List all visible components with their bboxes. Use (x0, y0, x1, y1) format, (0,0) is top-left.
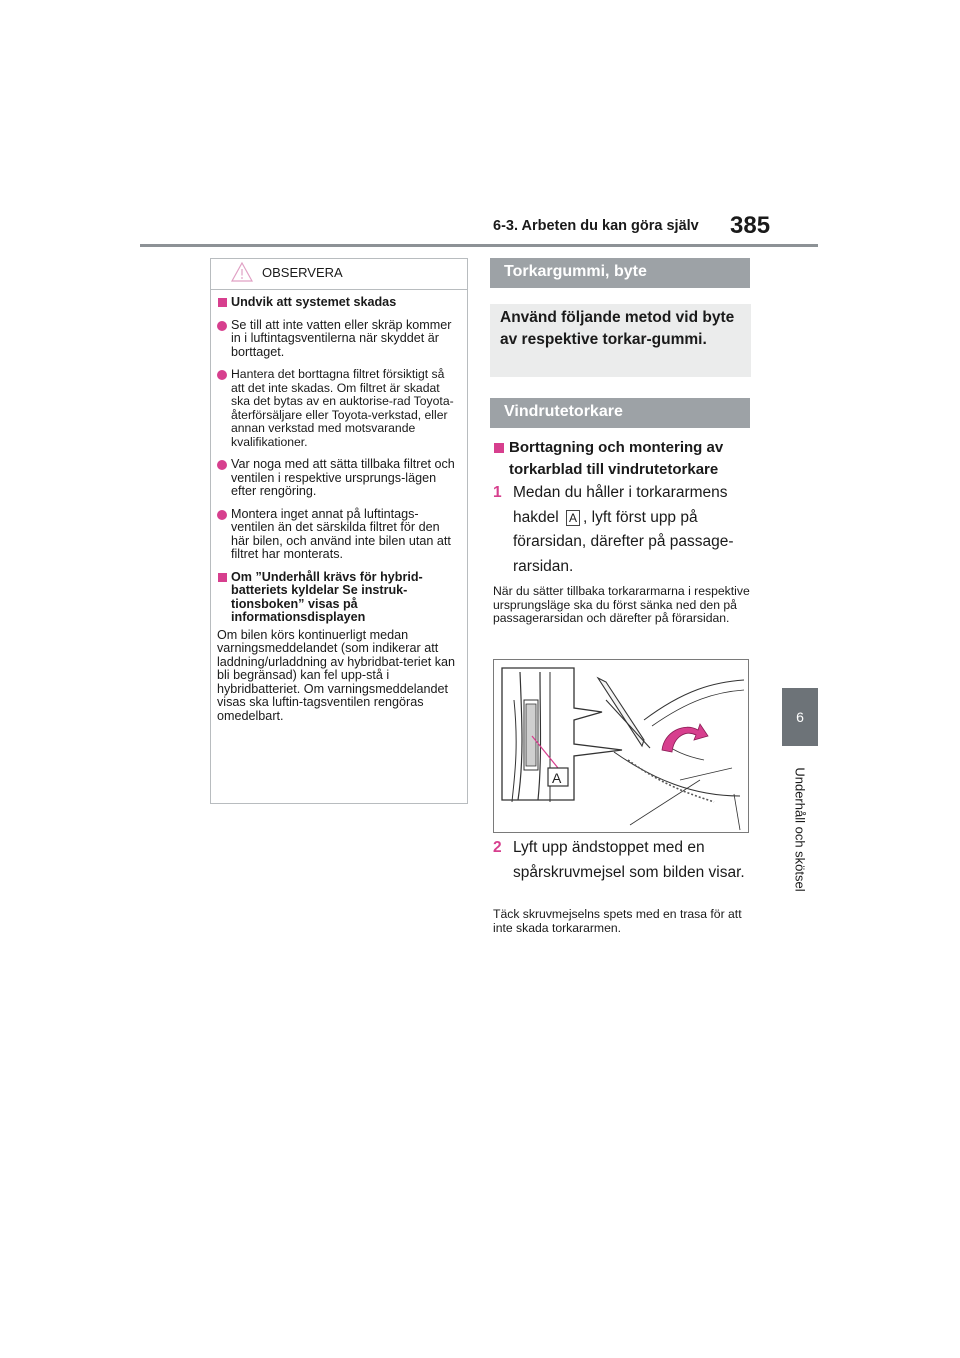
square-bullet-icon (494, 443, 504, 453)
notice-bullet-text: Var noga med att sätta tillbaka filtret och ventilen i respektive ursprungs-lägen efter rengöring. (231, 457, 455, 498)
section-title: 6-3. Arbeten du kan göra själv (493, 218, 699, 234)
figure-label-a: A (552, 770, 562, 786)
note-screwdriver: Täck skruvmejselns spets med en trasa för att inte skada torkararmen. (493, 907, 742, 935)
step-number: 1 (493, 484, 502, 501)
procedure-title (493, 437, 753, 480)
chapter-number: 6 (796, 709, 804, 725)
step-1 (493, 481, 753, 579)
section-banner-wiper-rubber: Torkargummi, byte (490, 258, 750, 288)
warning-icon (231, 262, 253, 282)
notice-bullet (217, 458, 461, 499)
notice-bullet (217, 319, 461, 360)
marker-a: A (566, 510, 580, 526)
wiper-illustration (493, 659, 749, 833)
step-number: 2 (493, 839, 502, 856)
chapter-label-wrap (790, 760, 810, 910)
notice-paragraph: Om bilen körs kontinuerligt medan varningsmeddelandet (som indikerar att laddning/urladdning av hybridbat-teriet kan bli begränsad) kan fel upp-stå i hybridbatteriet. Om varningsmeddelandet visas ska luftin-tagsventilen rengöras omedelbart. (217, 627, 456, 723)
notice-header (211, 259, 467, 290)
step-2 (493, 836, 753, 885)
notice-bullet-text: Hantera det borttagna filtret försiktigt så att det inte skadas. Om filtret är skadat ska det bytas av en auktorise-rad Toyota-återförsäljare eller Toyota-verkstad, eller annan verkstad med motsvarande kvalifikationer. (231, 367, 454, 449)
wiper-diagram (494, 660, 748, 832)
notice-bullet-text: Se till att inte vatten eller skräp kommer in i luftintagsventilerna när skyddet är borttaget. (231, 317, 452, 359)
notice-body (211, 290, 467, 723)
notice-bullet (217, 368, 461, 449)
chapter-label: Underhåll och skötsel (792, 767, 808, 892)
notice-bullet-text: Montera inget annat på luftintags-ventilen än det särskilda filtret för den här bilen, och använd inte bilen utan att filtret har monterats. (231, 506, 451, 561)
chapter-tab (782, 688, 818, 746)
section-banner-windshield: Vindrutetorkare (490, 398, 750, 428)
header-rule (140, 244, 818, 247)
notice-box (210, 258, 468, 804)
note-reinstall: När du sätter tillbaka torkararmarna i respektive ursprungsläge ska du först sänka ned den på passagerarsidan och därefter på förarsidan. (493, 584, 750, 625)
notice-label: OBSERVERA (262, 265, 343, 280)
notice-title-text: Om ”Underhåll krävs för hybrid-batteriets kyldelar Se instruk-tionsboken” visas på informationsdisplayen (231, 569, 423, 624)
intro-box: Använd följande metod vid byte av respektive torkar-gummi. (490, 304, 751, 377)
procedure-title-text: Borttagning och montering av torkarblad till vindrutetorkare (509, 439, 724, 478)
page-number: 385 (730, 212, 771, 239)
notice-title-hybrid (217, 571, 461, 625)
notice-bullet (217, 508, 461, 562)
notice-title-text: Undvik att systemet skadas (231, 295, 397, 309)
notice-title-damage (217, 296, 461, 310)
step-text: Lyft upp ändstoppet med en spårskruvmejsel som bilden visar. (513, 839, 745, 881)
step-text: Medan du håller i torkararmens hakdel A , lyft först upp på förarsidan, därefter på passage-rarsidan. (513, 484, 734, 575)
